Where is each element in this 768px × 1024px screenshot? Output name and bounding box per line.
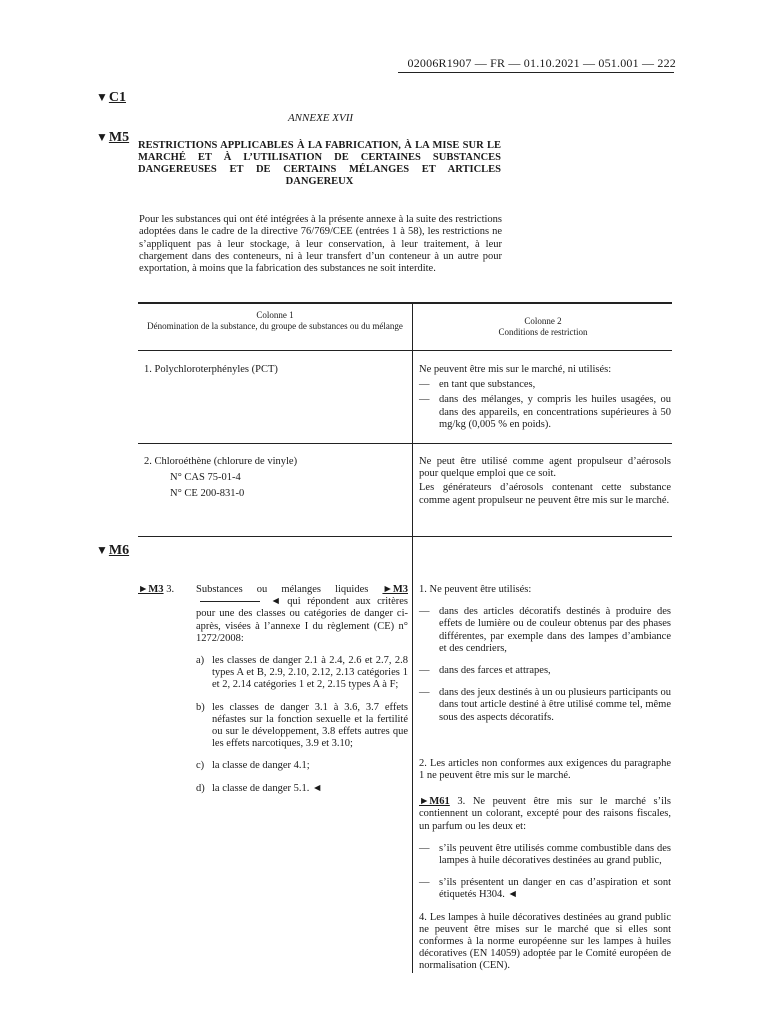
row3-cond-4: 4. Les lampes à huile décoratives destinées au grand public ne peuvent être mises sur le marché que si elles sont conformes à la norme européenne sur les lampes à huiles décoratives (EN 14059) adoptée par le Comité européen de normalisation (CEN). (419, 911, 671, 972)
item-label: a) (196, 655, 205, 667)
row3-intro-b: ◄ qui répondent aux critères pour une des classes ou catégories de danger ci-après, visées à l’annexe I du règlement (CE) n° 1272/2008: (196, 596, 408, 644)
row3-cond-1-title: 1. Ne peuvent être utilisés: (419, 584, 532, 595)
row3-item (196, 760, 408, 772)
row1-cond-intro: Ne peuvent être mis sur le marché, ni utilisés: (419, 364, 612, 375)
item-text: la classe de danger 4.1; (212, 760, 310, 772)
list-item: — dans des farces et attrapes, (419, 665, 551, 677)
annex-label: ANNEXE XVII (287, 112, 354, 124)
column2-header-title: Colonne 2 (524, 316, 562, 326)
marker-c1-label: C1 (108, 90, 127, 105)
row2-conditions (419, 456, 671, 507)
row2-ce: N° CE 200-831-0 (170, 488, 245, 500)
row2-cond-p2: Les générateurs d’aérosols contenant cette substance comme agent propulseur ne peuvent être mis sur le marché. (419, 482, 671, 506)
m3-marker-link[interactable]: ►M3 (138, 584, 164, 595)
row3-number: 3. (166, 584, 175, 595)
row2-rule (138, 536, 672, 537)
row1-substance: 1. Polychloroterphényles (PCT) (144, 364, 278, 375)
row2-substance-block (144, 456, 404, 501)
list-item: — dans des mélanges, y compris les huiles usagées, ou dans des appareils, en concentrations supérieures à 50 mg/kg (0,005 % en poids). (419, 394, 671, 430)
m61-marker-link[interactable]: ►M61 (419, 796, 450, 808)
triangle-down-icon: ▼ (96, 90, 108, 104)
item-label: c) (196, 760, 205, 772)
column1-header-title: Colonne 1 (256, 310, 294, 320)
column-divider (412, 536, 413, 973)
row3-amendment-marker[interactable] (138, 584, 192, 596)
m3-inline-marker[interactable]: ►M3 (382, 584, 408, 595)
marker-m5[interactable] (96, 130, 129, 146)
row3-cond-2: 2. Les articles non conformes aux exigences du paragraphe 1 ne peuvent être mis sur le marché. (419, 757, 671, 782)
row3-intro (196, 584, 408, 645)
intro-paragraph: Pour les substances qui ont été intégrées à la présente annexe à la suite des restrictions adoptées dans le cadre de la directive 76/769/CEE (entrées 1 à 58), les restrictions ne s’appliquent pas à leur stockage, à leur conservation, à leur traitement, à leur chargement dans des conteneurs, ni à leur transfert d’un conteneur à un autre pour exportation, à moins que la fabrication des substances ne soit interdite. (139, 214, 502, 275)
row2-cond-p1: Ne peut être utilisé comme agent propulseur d’aérosols pour quelque emploi que ce soit. (419, 456, 671, 480)
row3-cond-3-text: 3. Ne peuvent être mis sur le marché s’ils contiennent un colorant, excepté pour des raisons fiscales, un parfum ou les deux et: (419, 796, 672, 832)
row3-item (196, 702, 408, 751)
list-item: — s’ils présentent un danger en cas d’aspiration et sont étiquetés H304. ◄ (419, 877, 671, 901)
column-divider (412, 302, 413, 536)
deleted-text-rule (200, 601, 260, 602)
row2-substance: 2. Chloroéthène (chlorure de vinyle) (144, 456, 298, 467)
item-label: b) (196, 701, 205, 713)
row3-item (196, 655, 408, 692)
list-item: — dans des jeux destinés à un ou plusieurs participants ou dans tout article destiné à être utilisé comme tel, même sous des aspects décoratifs. (419, 687, 671, 723)
item-label: d) (196, 782, 205, 794)
marker-m6[interactable] (96, 543, 129, 559)
marker-m5-label: M5 (108, 130, 130, 145)
marker-c1[interactable] (96, 90, 126, 106)
item-text: les classes de danger 2.1 à 2.4, 2.6 et 2.7, 2.8 types A et B, 2.9, 2.10, 2.12, 2.13 catégories 1 et 2, 2.14 catégories 1 et 2, 2.15 types A à F; (212, 655, 408, 691)
row3-cond-3 (419, 796, 671, 833)
item-text: la classe de danger 5.1. ◄ (212, 782, 323, 794)
item-text: les classes de danger 3.1 à 3.6, 3.7 effets néfastes sur la fonction sexuelle et la fertilité ou sur le développement, 3.8 effets autres que les effets narcotiques, 3.9 et 3.10; (212, 701, 408, 750)
list-item: — en tant que substances, (419, 379, 536, 391)
row2-cas: N° CAS 75-01-4 (170, 472, 241, 484)
triangle-down-icon: ▼ (96, 543, 108, 557)
list-item: — dans des articles décoratifs destinés à produire des effets de lumière ou de couleur obtenus par des phases différentes, par exemple dans des lampes d’ambiance et des cendriers, (419, 606, 671, 654)
table-header-rule (138, 350, 672, 351)
row3-item (196, 783, 408, 795)
row3-intro-a: Substances ou mélanges liquides (196, 584, 369, 595)
column2-header-subtitle: Conditions de restriction (498, 327, 588, 337)
header-rule (398, 72, 674, 73)
row3-conditions (419, 584, 671, 973)
column1-header-subtitle: Dénomination de la substance, du groupe de substances ou du mélange (147, 321, 403, 331)
document-reference: 02006R1907 — FR — 01.10.2021 — 051.001 — 222 (407, 56, 676, 70)
triangle-down-icon: ▼ (96, 130, 108, 144)
marker-m6-label: M6 (108, 543, 130, 558)
row1-rule (138, 443, 672, 444)
row3-substance-block (196, 584, 408, 795)
column2-header (416, 316, 670, 338)
list-item: — s’ils peuvent être utilisés comme combustible dans des lampes à huile décoratives destinées au grand public, (419, 842, 671, 867)
column1-header (142, 310, 408, 332)
row1-conditions (419, 364, 671, 431)
table-top-rule (138, 302, 672, 304)
annex-title: RESTRICTIONS APPLICABLES À LA FABRICATION, À LA MISE SUR LE MARCHÉ ET À L’UTILISATION DE CERTAINES SUBSTANCES DANGEREUSES ET DE CERTAINS MÉLANGES ET ARTICLES DANGEREUX (138, 140, 501, 187)
